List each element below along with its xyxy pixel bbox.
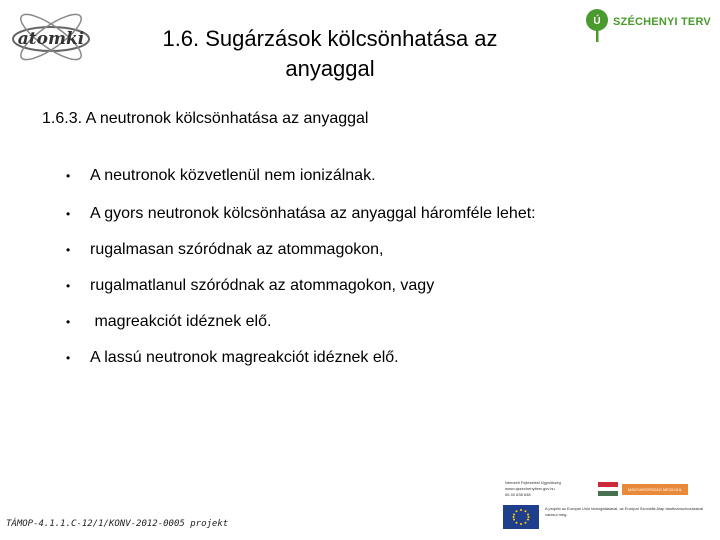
slide-title: 1.6. Sugárzások kölcsönhatása az anyaggal xyxy=(162,26,498,81)
szechenyi-terv-wordmark: SZÉCHENYI TERV xyxy=(613,16,711,28)
list-item xyxy=(66,312,626,332)
atomki-logo xyxy=(8,8,98,66)
bullet-icon: • xyxy=(66,207,71,221)
list-item xyxy=(66,276,626,296)
bullet-icon: • xyxy=(66,351,71,365)
list-item-text: magreakciót idéznek elő. xyxy=(90,313,272,330)
atomki-wordmark: atomki xyxy=(17,29,85,49)
list-item-text: A lassú neutronok magreakciót idéznek elő. xyxy=(90,349,399,366)
bullet-icon: • xyxy=(66,315,71,329)
project-code: TÁMOP-4.1.1.C-12/1/KONV-2012-0005 projekt xyxy=(6,519,229,529)
hungarian-flag-icon xyxy=(598,482,618,496)
contact-line: www.ujszechenyiterv.gov.hu xyxy=(505,486,555,491)
eu-flag-icon xyxy=(503,505,539,529)
list-item-text: rugalmasan szóródnak az atommagokon, xyxy=(90,241,384,258)
list-item xyxy=(66,166,626,186)
bullet-icon: • xyxy=(66,279,71,293)
svg-text:Ú: Ú xyxy=(593,16,601,27)
list-item xyxy=(66,240,626,260)
list-item xyxy=(66,348,626,368)
list-item-text: A gyors neutronok kölcsönhatása az anyaggal háromféle lehet: xyxy=(90,205,536,222)
list-item xyxy=(66,204,626,224)
contact-line: Nemzeti Fejlesztési Ügynökség xyxy=(505,480,561,485)
list-item-text: rugalmatlanul szóródnak az atommagokon, vagy xyxy=(90,277,435,294)
section-subtitle: 1.6.3. A neutronok kölcsönhatása az anyaggal xyxy=(42,110,369,127)
eu-funding-note: A projekt az Európai Unió támogatásával, az Európai Szociális Alap társfinanszírozásával valósul meg. xyxy=(545,506,704,517)
contact-line: 06 40 638 638 xyxy=(505,492,531,497)
bullet-list xyxy=(66,166,626,368)
list-item-text: A neutronok közvetlenül nem ionizálnak. xyxy=(90,167,376,184)
magyarorszag-megujul-banner: MAGYARORSZÁG MEGÚJUL xyxy=(622,484,688,495)
bullet-icon: • xyxy=(66,169,71,183)
bullet-icon: • xyxy=(66,243,71,257)
szechenyi-terv-logo xyxy=(585,6,711,46)
